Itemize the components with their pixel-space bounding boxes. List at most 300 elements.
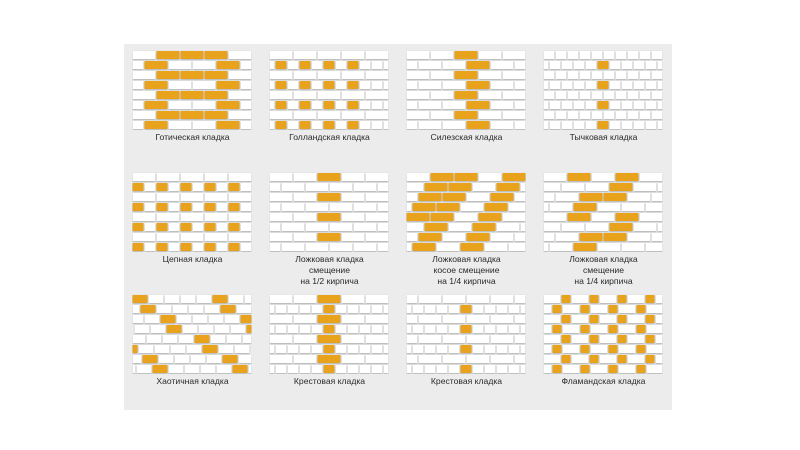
brick [372, 325, 383, 333]
accent-brick [413, 243, 436, 251]
brick [473, 305, 484, 313]
brick [544, 335, 561, 343]
brick [563, 365, 580, 373]
accent-brick [217, 81, 240, 89]
brick [270, 121, 275, 129]
brick [413, 345, 424, 353]
accent-brick [598, 61, 609, 69]
accent-brick [618, 335, 627, 343]
accent-brick [646, 355, 655, 363]
brick [270, 365, 275, 373]
accent-brick [562, 335, 571, 343]
brick [189, 305, 204, 313]
brick [193, 101, 216, 109]
accent-brick [181, 51, 204, 59]
brick [503, 51, 526, 59]
brick [646, 61, 657, 69]
brick [330, 203, 353, 211]
brick [407, 233, 418, 241]
brick [586, 61, 597, 69]
brick [467, 335, 490, 343]
brick-pattern-flemish [543, 294, 663, 374]
accent-brick [324, 345, 335, 353]
brick [137, 365, 152, 373]
brick [294, 51, 317, 59]
brick [133, 51, 156, 59]
brick [425, 365, 436, 373]
brick [288, 101, 299, 109]
accent-brick [145, 61, 168, 69]
accent-brick [181, 71, 204, 79]
brick [449, 365, 460, 373]
brick [270, 345, 275, 353]
accent-brick [133, 203, 144, 211]
caption-line: на 1/4 кирпича [437, 276, 496, 286]
brick [419, 355, 442, 363]
accent-brick [145, 121, 168, 129]
accent-brick [205, 91, 228, 99]
brick [384, 345, 389, 353]
accent-brick [609, 365, 618, 373]
brick [360, 305, 371, 313]
brick [634, 81, 645, 89]
brick [348, 325, 359, 333]
accent-brick [431, 213, 454, 221]
brick [419, 315, 442, 323]
brick [342, 111, 365, 119]
brick [312, 81, 323, 89]
brick [306, 183, 329, 191]
brick [473, 325, 484, 333]
brick [419, 61, 442, 69]
brick [544, 345, 552, 353]
brick [550, 61, 561, 69]
brick [640, 91, 651, 99]
brick [300, 325, 311, 333]
accent-brick [491, 193, 514, 201]
brick [497, 365, 508, 373]
brick [586, 101, 597, 109]
brick [521, 183, 526, 191]
brick [568, 111, 579, 119]
brick [544, 213, 567, 221]
brick-pattern-cross-1 [269, 294, 389, 374]
accent-brick [574, 203, 597, 211]
brick [634, 121, 645, 129]
brick [372, 365, 383, 373]
brick [591, 305, 608, 313]
accent-brick [324, 61, 335, 69]
brick [229, 233, 252, 241]
brick [217, 203, 228, 211]
brick [449, 325, 460, 333]
brick [169, 61, 192, 69]
brick [201, 365, 216, 373]
brick [407, 223, 424, 231]
accent-brick [598, 121, 609, 129]
accent-brick [157, 203, 168, 211]
brick [294, 335, 317, 343]
brick [544, 355, 561, 363]
brick [619, 325, 636, 333]
accent-brick [229, 183, 240, 191]
accent-brick [437, 203, 460, 211]
brick [485, 365, 496, 373]
brick [556, 111, 567, 119]
brick [479, 51, 502, 59]
caption-line: Голландская кладка [289, 132, 370, 142]
accent-brick [553, 305, 562, 313]
accent-brick [553, 365, 562, 373]
accent-brick [497, 183, 520, 191]
brick [276, 325, 287, 333]
brick [568, 51, 579, 59]
accent-brick [637, 325, 646, 333]
brick [181, 233, 204, 241]
accent-brick [229, 243, 240, 251]
brick [407, 61, 418, 69]
accent-brick [181, 223, 192, 231]
brick [604, 71, 615, 79]
brick [205, 305, 220, 313]
accent-brick [348, 81, 359, 89]
brick [491, 61, 514, 69]
accent-brick [467, 101, 490, 109]
brick [622, 81, 633, 89]
brick [384, 81, 389, 89]
brick [366, 51, 389, 59]
brick-pattern-silesian [406, 50, 526, 130]
brick [193, 61, 216, 69]
brick-pattern-header [543, 50, 663, 130]
pattern-caption [535, 132, 672, 143]
brick [479, 111, 502, 119]
accent-brick [203, 345, 218, 353]
brick [294, 91, 317, 99]
brick [658, 121, 663, 129]
pattern-caption [261, 376, 398, 387]
accent-brick [618, 355, 627, 363]
accent-brick [229, 203, 240, 211]
brick [342, 213, 365, 221]
accent-brick [425, 223, 448, 231]
brick [600, 355, 617, 363]
brick [622, 203, 645, 211]
brick [288, 345, 299, 353]
brick [133, 81, 144, 89]
brick [306, 243, 329, 251]
brick [169, 203, 180, 211]
brick [312, 101, 323, 109]
brick [348, 305, 359, 313]
brick [229, 51, 252, 59]
brick [656, 315, 663, 323]
brick [407, 325, 412, 333]
accent-brick [581, 325, 590, 333]
brick [145, 183, 156, 191]
brick [225, 315, 240, 323]
brick [544, 51, 555, 59]
brick [366, 233, 389, 241]
brick [133, 355, 142, 363]
brick [646, 203, 663, 211]
brick [491, 295, 514, 303]
brick [658, 101, 663, 109]
brick [544, 203, 549, 211]
brick [562, 81, 573, 89]
brick [169, 183, 180, 191]
brick [300, 365, 311, 373]
brick [592, 51, 603, 59]
brick [592, 111, 603, 119]
accent-brick [616, 213, 639, 221]
brick [306, 203, 329, 211]
brick [175, 355, 190, 363]
brick [544, 61, 549, 69]
caption-line: Ложковая кладка [432, 254, 501, 264]
brick [556, 71, 567, 79]
brick [312, 121, 323, 129]
accent-brick [318, 173, 341, 181]
brick [628, 71, 639, 79]
brick [229, 173, 252, 181]
pattern-caption [261, 132, 398, 143]
brick [467, 315, 490, 323]
brick [133, 111, 156, 119]
brick [580, 111, 591, 119]
accent-brick [318, 315, 341, 323]
brick [139, 345, 154, 353]
brick [586, 81, 597, 89]
brick [384, 325, 389, 333]
accent-brick [133, 183, 144, 191]
brick [622, 243, 645, 251]
brick [149, 295, 164, 303]
brick [407, 355, 418, 363]
brick [616, 51, 627, 59]
accent-brick [145, 81, 168, 89]
pattern-header [535, 44, 672, 166]
brick [342, 71, 365, 79]
brick [461, 203, 484, 211]
brick [591, 365, 608, 373]
brick [378, 203, 389, 211]
brick [550, 81, 561, 89]
accent-brick [217, 61, 240, 69]
accent-brick [604, 193, 627, 201]
brick [312, 365, 323, 373]
brick [169, 365, 184, 373]
brick-pattern-stretcher-oblique [406, 172, 526, 252]
brick [652, 71, 663, 79]
brick [616, 111, 627, 119]
brick [270, 315, 293, 323]
brick [193, 223, 204, 231]
accent-brick [241, 315, 252, 323]
brick [270, 325, 275, 333]
brick [282, 223, 305, 231]
brick [413, 365, 424, 373]
accent-brick [609, 305, 618, 313]
brick [419, 295, 442, 303]
brick [407, 295, 418, 303]
brick [550, 203, 573, 211]
caption-line: на 1/2 кирпича [300, 276, 359, 286]
pattern-caption [535, 254, 672, 287]
brick [145, 243, 156, 251]
brick [157, 193, 180, 201]
accent-brick [562, 355, 571, 363]
accent-brick [157, 183, 168, 191]
brick [348, 345, 359, 353]
brick [372, 121, 383, 129]
brick-pattern-dutch [269, 50, 389, 130]
brick [294, 173, 317, 181]
accent-brick [407, 213, 430, 221]
caption-line: смещение [308, 265, 351, 275]
brick [241, 223, 252, 231]
brick [592, 71, 603, 79]
accent-brick [300, 101, 311, 109]
brick [229, 91, 252, 99]
brick [509, 345, 520, 353]
brick [342, 355, 365, 363]
brick [165, 295, 180, 303]
brick [133, 91, 156, 99]
brick [270, 213, 293, 221]
brick [173, 305, 188, 313]
brick-pattern-chaotic [132, 294, 252, 374]
brick [348, 365, 359, 373]
brick [342, 335, 365, 343]
brick [270, 295, 293, 303]
brick [515, 61, 526, 69]
brick [193, 315, 208, 323]
brick [133, 71, 156, 79]
brick [443, 315, 466, 323]
accent-brick [598, 81, 609, 89]
brick [407, 121, 418, 129]
brick [407, 173, 430, 181]
brick [521, 345, 526, 353]
brick [288, 325, 299, 333]
brick [185, 365, 200, 373]
brick [550, 101, 561, 109]
brick [270, 243, 281, 251]
accent-brick [455, 51, 478, 59]
brick [270, 203, 281, 211]
brick [562, 101, 573, 109]
accent-brick [419, 233, 442, 241]
brick [562, 223, 585, 231]
accent-brick [348, 61, 359, 69]
brick [407, 71, 430, 79]
accent-brick [413, 203, 436, 211]
brick [600, 335, 617, 343]
brick [437, 325, 448, 333]
brick [431, 91, 454, 99]
brick [515, 193, 526, 201]
brick [288, 81, 299, 89]
brick [574, 121, 585, 129]
brick [562, 183, 585, 191]
brick [318, 51, 341, 59]
brick [318, 71, 341, 79]
accent-brick [646, 295, 655, 303]
brick [133, 365, 136, 373]
brick [443, 101, 466, 109]
accent-brick [141, 305, 156, 313]
brick [407, 365, 412, 373]
brick [169, 243, 180, 251]
brick [312, 325, 323, 333]
brick [604, 51, 615, 59]
brick [628, 355, 645, 363]
brick [598, 203, 621, 211]
brick [509, 203, 526, 211]
brick [509, 325, 520, 333]
brick [360, 121, 371, 129]
brick [491, 355, 514, 363]
brick [610, 121, 621, 129]
brick [372, 345, 383, 353]
brick [503, 71, 526, 79]
brick [217, 243, 228, 251]
brick [580, 91, 591, 99]
brick [354, 203, 377, 211]
brick [211, 335, 226, 343]
brick [647, 325, 663, 333]
masonry-patterns-sheet [124, 44, 672, 410]
accent-brick [455, 71, 478, 79]
brick [515, 355, 526, 363]
brick [515, 315, 526, 323]
brick [509, 305, 520, 313]
brick [145, 203, 156, 211]
brick [443, 335, 466, 343]
accent-brick [300, 121, 311, 129]
brick [181, 295, 196, 303]
brick [336, 365, 347, 373]
brick [366, 213, 389, 221]
brick [354, 223, 377, 231]
brick [419, 101, 442, 109]
brick [330, 243, 353, 251]
accent-brick [276, 61, 287, 69]
brick [574, 61, 585, 69]
brick [656, 295, 663, 303]
brick [288, 121, 299, 129]
brick [193, 121, 216, 129]
brick [133, 335, 146, 343]
brick [227, 335, 242, 343]
pattern-dutch [261, 44, 398, 166]
brick [407, 243, 412, 251]
brick [205, 213, 228, 221]
brick [229, 213, 252, 221]
caption-line: Фламандская кладка [561, 376, 646, 386]
brick [628, 193, 651, 201]
brick [544, 365, 552, 373]
brick [270, 305, 275, 313]
brick [336, 101, 347, 109]
brick [318, 111, 341, 119]
brick [628, 335, 645, 343]
accent-brick [205, 71, 228, 79]
brick [443, 295, 466, 303]
accent-brick [181, 183, 192, 191]
brick [658, 81, 663, 89]
